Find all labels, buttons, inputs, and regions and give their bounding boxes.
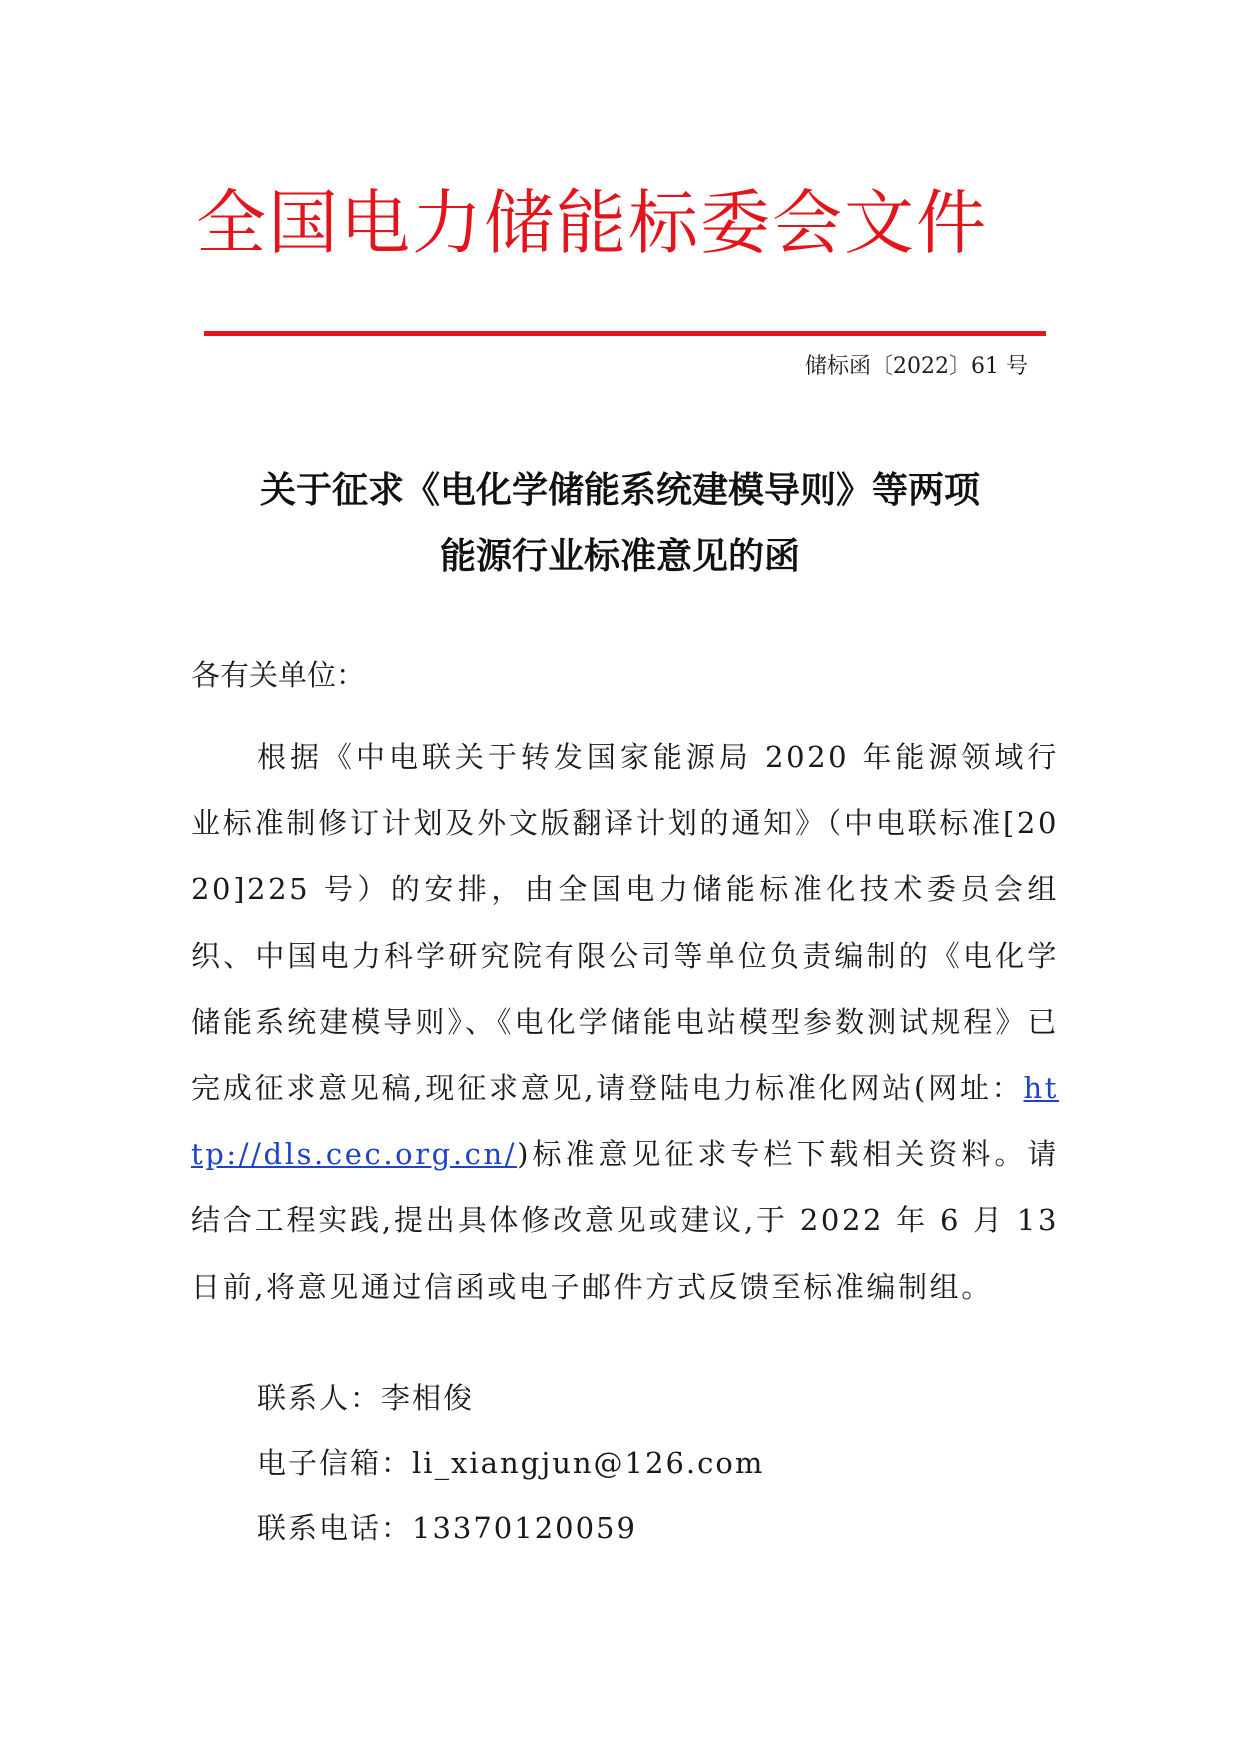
contact-person: 联系人：李相俊 [257, 1381, 475, 1415]
contact-phone: 联系电话：13370120059 [257, 1511, 637, 1545]
contact-email: 电子信箱：li_xiangjun@126.com [257, 1446, 765, 1480]
body-paragraph [191, 724, 1059, 1320]
document-header-title: 全国电力储能标委会文件 [196, 182, 988, 264]
letter-title [190, 458, 1050, 590]
document-number: 储标函〔2022〕61 号 [805, 354, 1028, 379]
standards-website-link[interactable]: http://dls.cec.org.cn/ [191, 1071, 1059, 1172]
letter-title-line-1: 关于征求《电化学储能系统建模导则》等两项 [259, 470, 980, 511]
body-text-before-link: 根据《中电联关于转发国家能源局 2020 年能源领域行业标准制修订计划及外文版翻译计划的通知》（中电联标准[2020]225 号）的安排，由全国电力储能标准化技术委员会组织、中国电力科学研究院有限公司等单位负责编制的《电化学储能系统建模导则》、《电化学储能电站模型参数测试规程》已完成征求意见稿,现征求意见,请登陆电力标准化网站(网址： [191, 740, 1059, 1106]
salutation: 各有关单位： [191, 658, 366, 692]
header-red-divider [204, 331, 1046, 336]
body-text-after-link: )标准意见征求专栏下载相关资料。请结合工程实践,提出具体修改意见或建议,于 2022 年 6 月 13 日前,将意见通过信函或电子邮件方式反馈至标准编制组。 [191, 1137, 1059, 1304]
letter-title-line-2: 能源行业标准意见的函 [439, 536, 800, 577]
